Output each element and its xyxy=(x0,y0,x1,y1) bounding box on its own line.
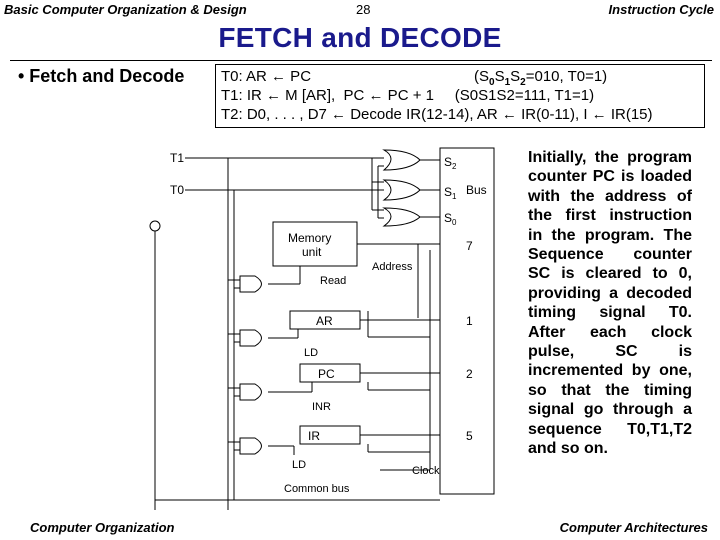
rtl-t1: T1: IR ← M [AR], PC ← PC + 1 (S0S1S2=111, T1=1) xyxy=(221,87,595,104)
footer-right: Computer Architectures xyxy=(559,520,708,535)
label-ld-ar: LD xyxy=(304,347,319,359)
or-gate-s0 xyxy=(384,208,420,226)
label-ar: AR xyxy=(316,314,333,328)
bullet-fetch-decode: • Fetch and Decode xyxy=(18,66,185,86)
label-memory-line2: unit xyxy=(302,245,322,259)
label-memory-line1: Memory xyxy=(288,231,332,245)
clock-input-terminal xyxy=(150,221,160,231)
label-7: 7 xyxy=(466,239,473,253)
label-s1: $S_1$ xyxy=(444,185,457,201)
or-gate-s2 xyxy=(384,150,420,170)
and-gate-read xyxy=(240,276,262,292)
side-explanation: Initially, the program counter PC is loaded with the address of the first instruction in the program. The Sequence counter SC is cleared to 0, providing a decoded timing signal T0. After each clock pulse, SC is incremented by one, so that the timing signal go through a sequence T0,T1,T2 and so on. xyxy=(528,149,692,458)
label-clock: Clock xyxy=(412,465,440,477)
label-2: 2 xyxy=(466,367,473,381)
label-s2: $S_2$ xyxy=(444,155,457,171)
footer-left: Computer Organization xyxy=(30,520,175,535)
label-bus: Bus xyxy=(466,183,487,197)
label-common-bus: Common bus xyxy=(284,483,350,495)
rtl-t0: T0: AR ← PC xyxy=(221,68,312,85)
label-5: 5 xyxy=(466,429,473,443)
and-gate-inr-pc xyxy=(240,384,262,400)
page-number: 28 xyxy=(356,2,371,17)
label-t0: T0 xyxy=(170,183,185,197)
or-gate-s1 xyxy=(384,180,420,200)
rtl-t2: T2: D0, . . . , D7 ← Decode IR(12-14), AR ← IR(0-11), I ← IR(15) xyxy=(221,106,653,123)
header-section-title: Instruction Cycle xyxy=(608,2,714,17)
and-gate-ld-ar xyxy=(240,330,262,346)
label-t1: T1 xyxy=(170,151,185,165)
label-ir: IR xyxy=(308,429,320,443)
label-address: Address xyxy=(372,261,413,273)
label-s0: $S_0$ xyxy=(444,211,457,227)
label-pc: PC xyxy=(318,367,335,381)
label-ld-ir: LD xyxy=(292,459,307,471)
header-course-title: Basic Computer Organization & Design xyxy=(4,2,247,17)
label-read: Read xyxy=(320,275,347,287)
and-gate-ld-ir xyxy=(240,438,262,454)
label-inr: INR xyxy=(312,401,331,413)
label-1: 1 xyxy=(466,314,473,328)
rtl-t0-control: ($S_0S_1S_2=010$, T0=1) xyxy=(474,68,608,88)
slide-title: FETCH and DECODE xyxy=(218,22,502,53)
